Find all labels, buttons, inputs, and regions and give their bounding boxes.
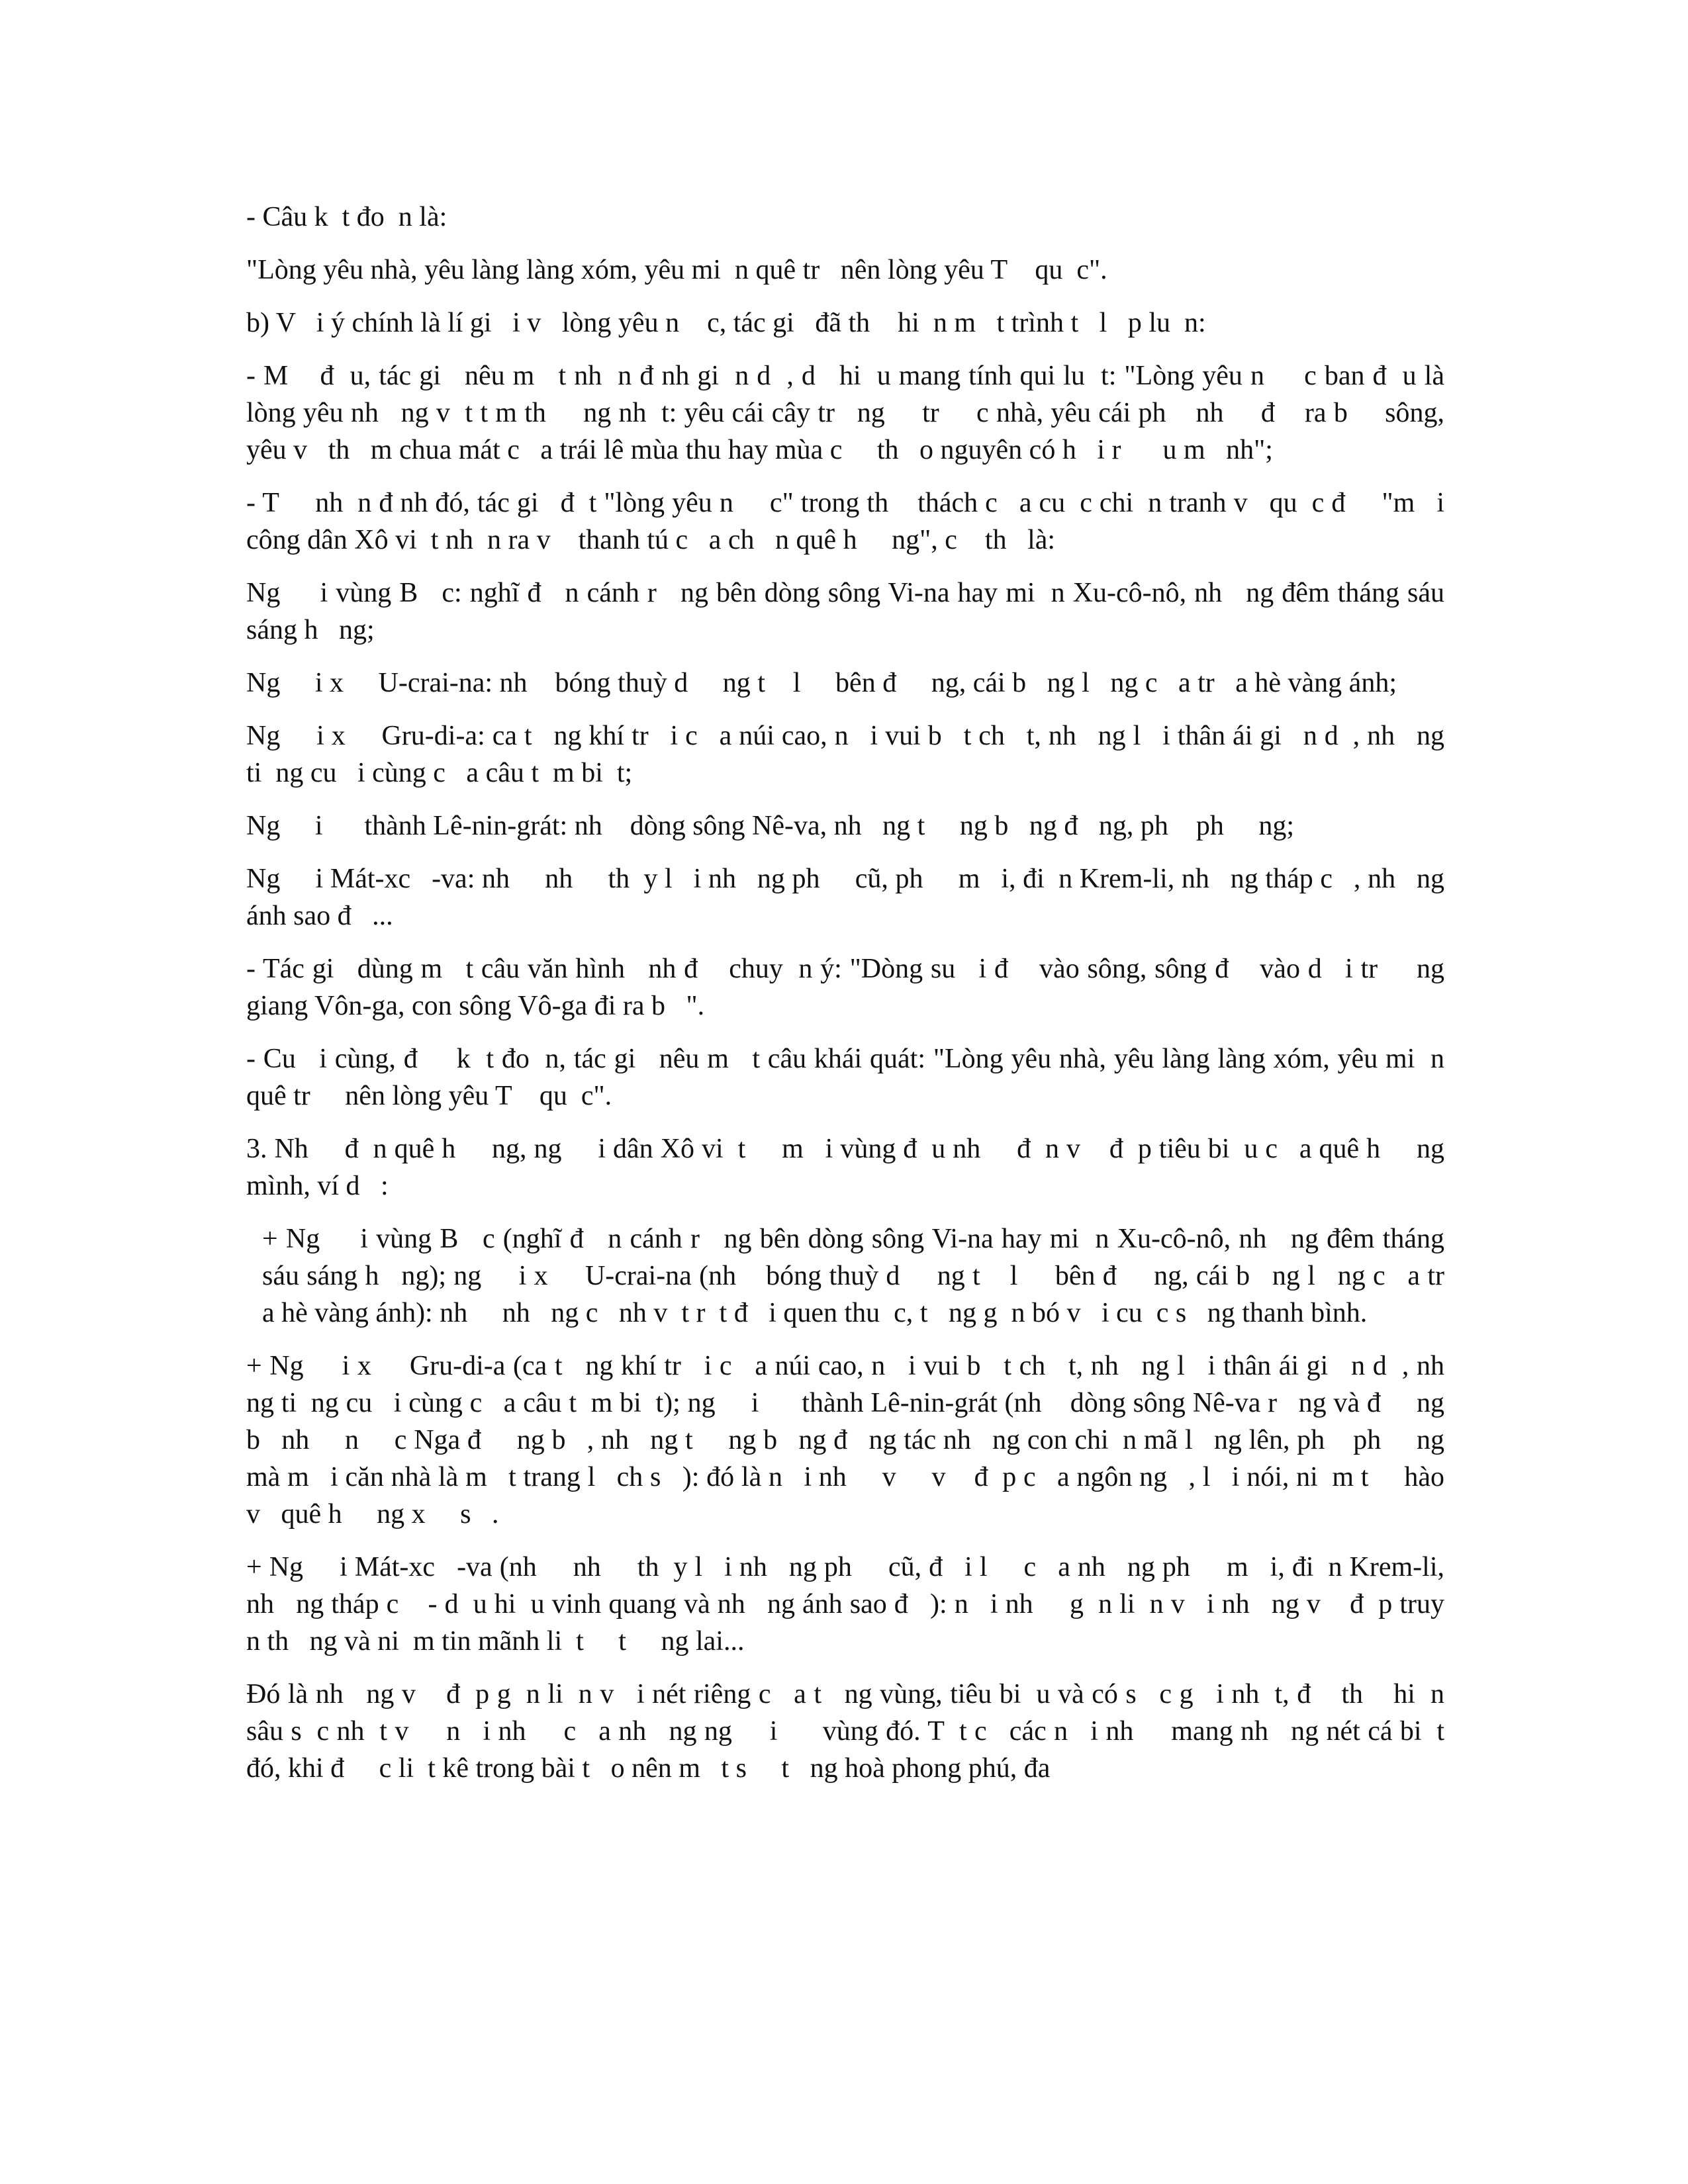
paragraph-b-heading: b) V i ý chính là lí gi i v lòng yêu n c, tác gi đã th hi n m t trình t l p lu n:: [246, 308, 1206, 338]
paragraph-opening: - M đ u, tác gi nêu m t nh n đ nh gi n d , d hi u mang tính qui lu t: "Lòng yêu n c ban đ u là lòng yêu nh ng v t t m th ng nh t: yêu cái cây tr ng tr c nhà, yêu cái ph nh đ ra b sông, yêu v th m chua mát c a trái lê mùa thu hay mùa c th o nguyên có h i r u m nh";: [246, 361, 1452, 465]
document-page: [246, 199, 1466, 1803]
paragraph-leningrad: Ng i thành Lê-nin-grát: nh dòng sông Nê-va, nh ng t ng b ng đ ng, ph ph ng;: [246, 811, 1294, 841]
paragraph-conclusion-label: - Câu k t đo n là:: [246, 202, 447, 232]
paragraph-ukraine: Ng i x U-crai-na: nh bóng thuỳ d ng t l bên đ ng, cái b ng l ng c a tr a hè vàng ánh;: [246, 668, 1397, 698]
paragraph-from-there: - T nh n đ nh đó, tác gi đ t "lòng yêu n c" trong th thách c a cu c chi n tranh v qu c đ "m i công dân Xô vi t nh n ra v thanh tú c a ch n quê h ng", c th là:: [246, 488, 1452, 555]
paragraph-closing: - Cu i cùng, đ k t đo n, tác gi nêu m t câu khái quát: "Lòng yêu nhà, yêu làng làng xóm, yêu mi n quê tr nên lòng yêu T qu c".: [246, 1044, 1452, 1111]
paragraph-bullet-north-ukraine: + Ng i vùng B c (nghĩ đ n cánh r ng bên dòng sông Vi-na hay mi n Xu-cô-nô, nh ng đêm tháng sáu sáng h ng); ng i x U-crai-na (nh bóng thuỳ d ng t l bên đ ng, cái b ng l ng c a tr a hè vàng ánh): nh nh ng c nh v t r t đ i quen thu c, t ng g n bó v i cu c s ng thanh bình.: [262, 1224, 1466, 1328]
paragraph-bullet-georgia-leningrad: + Ng i x Gru-di-a (ca t ng khí tr i c a núi cao, n i vui b t ch t, nh ng l i thân ái gi n d , nh ng ti ng cu i cùng c a câu t m bi t); ng i thành Lê-nin-grát (nh dòng sông Nê-va r ng và đ ng b nh n c Nga đ ng b , nh ng t ng b ng đ ng tác nh ng con chi n mã l ng lên, ph ph ng mà m i căn nhà là m t trang l ch s ): đó là n i nh v v đ p c a ngôn ng , l i nói, ni m t hào v quê h ng x s .: [246, 1351, 1466, 1529]
paragraph-northerners: Ng i vùng B c: nghĩ đ n cánh r ng bên dòng sông Vi-na hay mi n Xu-cô-nô, nh ng đêm tháng sáu sáng h ng;: [246, 578, 1452, 645]
paragraph-bullet-moscow: + Ng i Mát-xc -va (nh nh th y l i nh ng ph cũ, đ i l c a nh ng ph m i, đi n Krem-li, nh ng tháp c - d u hi u vinh quang và nh ng ánh sao đ ): n i nh g n li n v i nh ng v đ p truy n th ng và ni m tin mãnh li t t ng lai...: [246, 1552, 1458, 1657]
paragraph-georgia: Ng i x Gru-di-a: ca t ng khí tr i c a núi cao, n i vui b t ch t, nh ng l i thân ái gi n d , nh ng ti ng cu i cùng c a câu t m bi t;: [246, 721, 1452, 788]
paragraph-summary: Đó là nh ng v đ p g n li n v i nét riêng c a t ng vùng, tiêu bi u và có s c g i nh t, đ th hi n sâu s c nh t v n i nh c a nh ng ng i vùng đó. T t c các n i nh mang nh ng nét cá bi t đó, khi đ c li t kê trong bài t o nên m t s t ng hoà phong phú, đa: [246, 1679, 1452, 1784]
paragraph-question-3: 3. Nh đ n quê h ng, ng i dân Xô vi t m i vùng đ u nh đ n v đ p tiêu bi u c a quê h ng mình, ví d :: [246, 1134, 1452, 1201]
paragraph-image-sentence: - Tác gi dùng m t câu văn hình nh đ chuy n ý: "Dòng su i đ vào sông, sông đ vào d i tr ng giang Vôn-ga, con sông Vô-ga đi ra b ".: [246, 954, 1452, 1021]
paragraph-moscow: Ng i Mát-xc -va: nh nh th y l i nh ng ph cũ, ph m i, đi n Krem-li, nh ng tháp c , nh ng ánh sao đ ...: [246, 864, 1452, 931]
paragraph-conclusion-quote: "Lòng yêu nhà, yêu làng làng xóm, yêu mi n quê tr nên lòng yêu T qu c".: [246, 255, 1107, 285]
